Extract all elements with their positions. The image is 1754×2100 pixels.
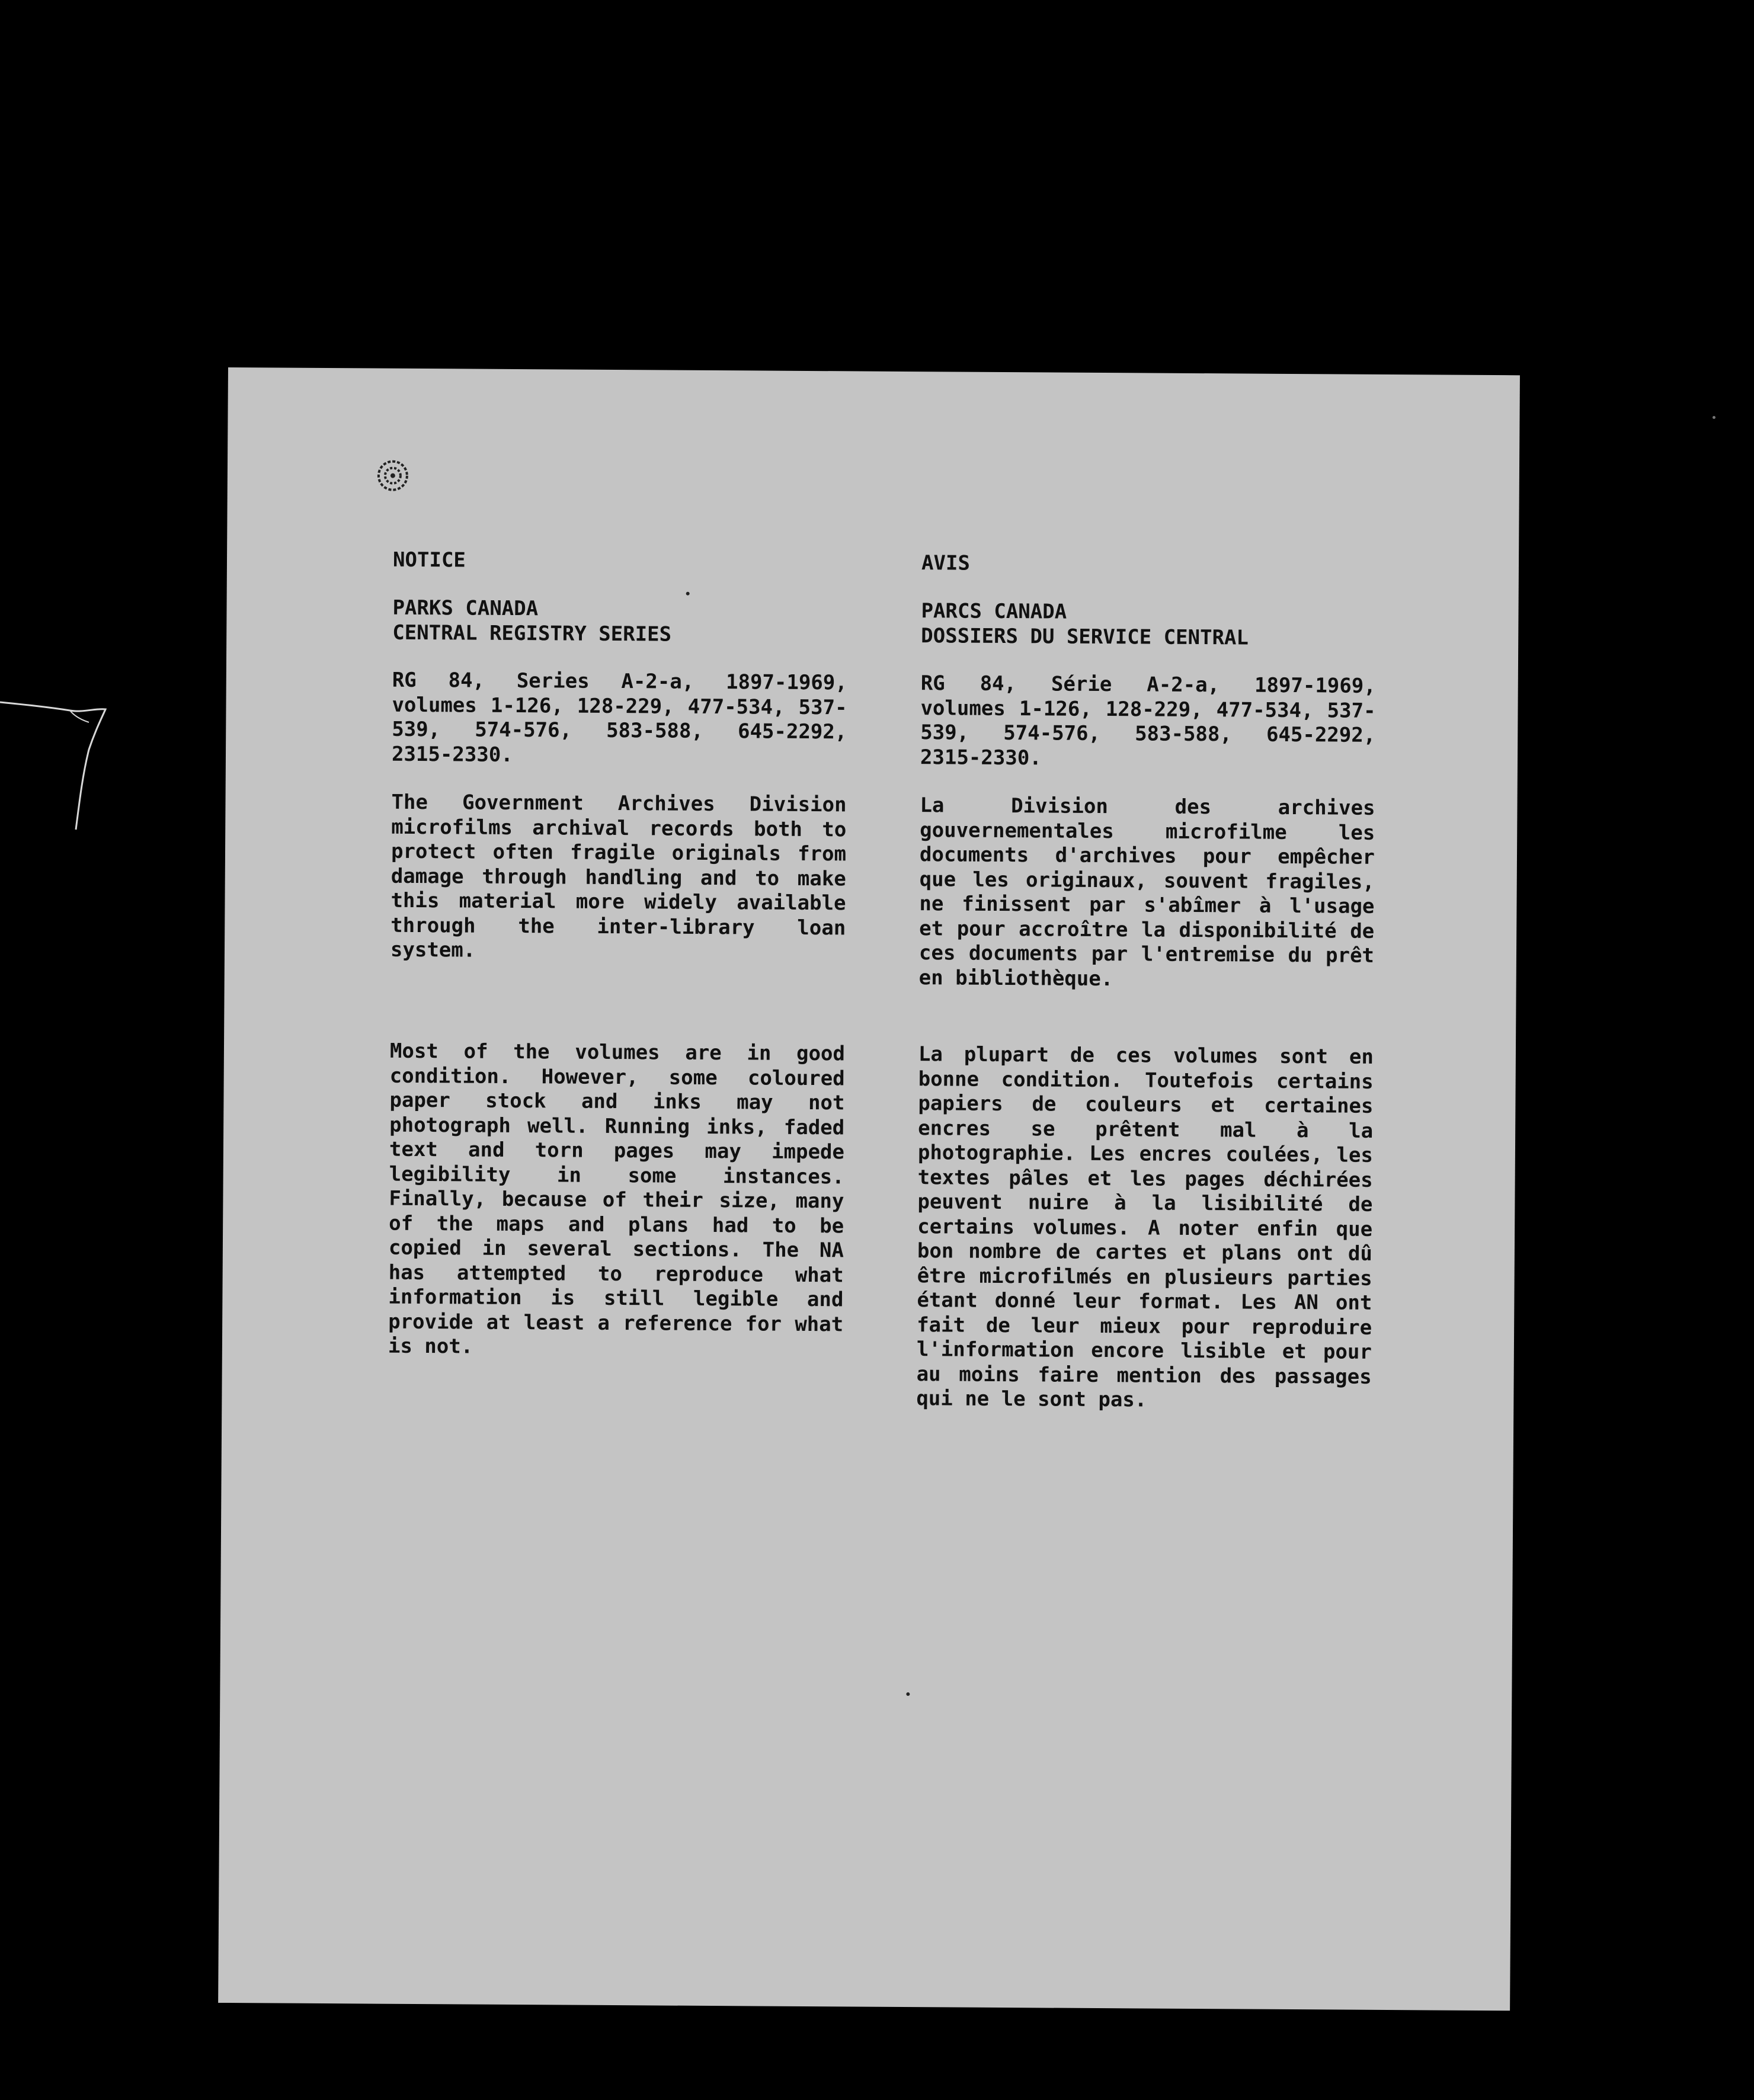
paragraph-purpose: La Division des archives gouvernementales microfilme les documents d'archives pour empêcher que les originaux, souvent fragiles, ne finissent par s'abîmer à l'usage et pour accroître la disponibilité de ces documents par l'entremise du prêt en bibliothèque. bbox=[918, 793, 1375, 991]
organization-block bbox=[392, 596, 671, 647]
notice-heading: AVIS bbox=[921, 551, 971, 575]
organization-block bbox=[921, 599, 1249, 650]
notice-heading: NOTICE bbox=[392, 548, 466, 572]
series-reference: RG 84, Series A-2-a, 1897-1969, volumes 1-126, 128-229, 477-534, 537-539, 574-576, 583-588, 645-2292, 2315-2330. bbox=[391, 668, 847, 767]
paragraph-purpose: The Government Archives Division microfilms archival records both to protect often fragile originals from damage through handling and to make this material more widely available through the inter-library loan system. bbox=[390, 790, 847, 962]
series-name: DOSSIERS DU SERVICE CENTRAL bbox=[921, 623, 1249, 650]
dust-speck bbox=[1713, 416, 1715, 419]
series-name: CENTRAL REGISTRY SERIES bbox=[392, 620, 672, 646]
paragraph-condition: Most of the volumes are in good condition. However, some coloured paper stock and inks may not photograph well. Running inks, faded text and torn pages may impede legibility in some instances. Finally, because of their size, many of the maps and plans had to be copied in several sections. The NA has attempted to reproduce what information is still legible and provide at least a reference for what is not. bbox=[388, 1039, 846, 1359]
ink-speck bbox=[686, 592, 690, 596]
organization-name: PARKS CANADA bbox=[392, 596, 539, 621]
document-page bbox=[218, 367, 1520, 2011]
organization-name: PARCS CANADA bbox=[921, 599, 1067, 624]
series-reference: RG 84, Série A-2-a, 1897-1969, volumes 1-126, 128-229, 477-534, 537-539, 574-576, 583-588, 645-2292, 2315-2330. bbox=[920, 671, 1376, 770]
archives-seal-icon bbox=[376, 459, 410, 493]
ink-speck bbox=[906, 1692, 910, 1696]
english-column bbox=[388, 369, 849, 1359]
french-column bbox=[916, 372, 1378, 1412]
loose-thread bbox=[0, 696, 113, 838]
paragraph-condition: La plupart de ces volumes sont en bonne condition. Toutefois certains papiers de couleurs et certaines encres se prêtent mal à la photographie. Les encres coulées, les textes pâles et les pages déchirées peuvent nuire à la lisibilité de certains volumes. A noter enfin que bon nombre de cartes et plans ont dû être microfilmés en plusieurs parties étant donné leur format. Les AN ont fait de leur mieux pour reproduire l'information encore lisible et pour au moins faire mention des passages qui ne le sont pas. bbox=[916, 1042, 1374, 1412]
